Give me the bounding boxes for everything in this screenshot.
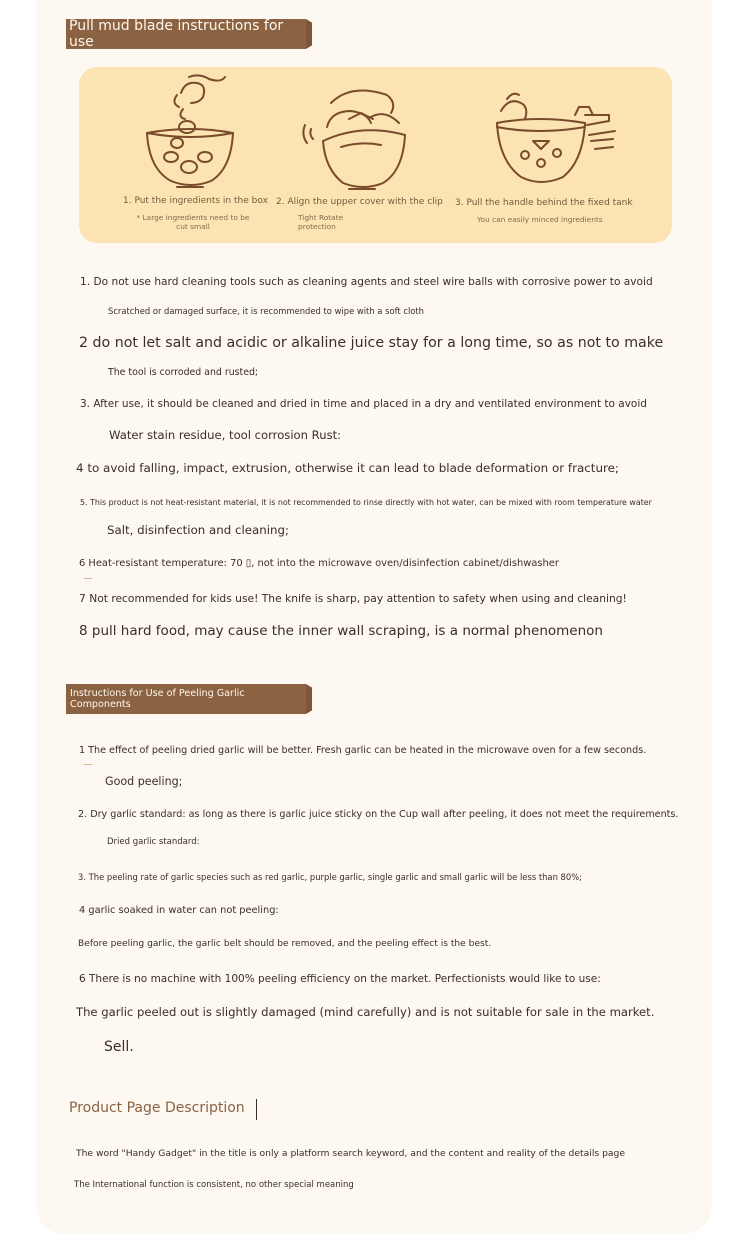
step3-illustration bbox=[489, 91, 621, 191]
mud-blade-item-2: 2 do not let salt and acidic or alkaline juice stay for a long time, so as not to make bbox=[79, 335, 664, 351]
step3-note: You can easily minced ingredients bbox=[477, 215, 603, 224]
garlic-item-5: Before peeling garlic, the garlic belt should be removed, and the peeling effect is the best. bbox=[78, 939, 492, 949]
step1-note: * Large ingredients need to be cut small bbox=[136, 213, 250, 231]
mud-blade-item-2-continued: The tool is corroded and rusted; bbox=[108, 367, 259, 378]
section-tag-label: Instructions for Use of Peeling Garlic Components bbox=[70, 688, 245, 710]
mud-blade-item-5: 5. This product is not heat-resistant material, it is not recommended to rinse directly with hot water, can be mixed with room temperature water bbox=[80, 498, 652, 507]
garlic-item-4: 4 garlic soaked in water can not peeling: bbox=[79, 905, 279, 916]
garlic-item-1: 1 The effect of peeling dried garlic will be better. Fresh garlic can be heated in the microwave oven for a few seconds. bbox=[79, 745, 647, 756]
mud-blade-item-7: 7 Not recommended for kids use! The knife is sharp, pay attention to safety when using and cleaning! bbox=[79, 592, 627, 605]
description-line-2: The International function is consistent, no other special meaning bbox=[74, 1180, 354, 1190]
garlic-item-1-continued: Good peeling; bbox=[105, 775, 183, 788]
garlic-item-6-end: Sell. bbox=[104, 1039, 134, 1055]
mud-blade-item-3: 3. After use, it should be cleaned and dried in time and placed in a dry and ventilated environment to avoid bbox=[80, 398, 647, 410]
garlic-item-2-continued: Dried garlic standard: bbox=[107, 837, 200, 847]
mud-blade-item-1: 1. Do not use hard cleaning tools such as cleaning agents and steel wire balls with corrosive power to avoid bbox=[80, 276, 653, 288]
garlic-item-6: 6 There is no machine with 100% peeling efficiency on the market. Perfectionists would like to use: bbox=[79, 973, 601, 985]
garlic-item-2: 2. Dry garlic standard: as long as there is garlic juice sticky on the Cup wall after peeling, it does not meet the requirements. bbox=[78, 809, 679, 820]
section-tag-peeling-garlic bbox=[66, 684, 306, 714]
step3-caption: 3. Pull the handle behind the fixed tank bbox=[455, 198, 633, 208]
mud-blade-item-8: 8 pull hard food, may cause the inner wall scraping, is a normal phenomenon bbox=[79, 623, 603, 639]
description-line-1: The word "Handy Gadget" in the title is only a platform search keyword, and the content and reality of the details page bbox=[76, 1148, 626, 1159]
mud-blade-item-3-continued: Water stain residue, tool corrosion Rust: bbox=[109, 428, 342, 442]
step1-caption: 1. Put the ingredients in the box bbox=[123, 196, 268, 206]
section-tag-mud-blade bbox=[66, 19, 306, 49]
garlic-item-3: 3. The peeling rate of garlic species such as red garlic, purple garlic, single garlic and small garlic will be less than 80%; bbox=[78, 872, 582, 882]
mud-blade-item-5-continued: Salt, disinfection and cleaning; bbox=[107, 523, 289, 537]
product-page-description-heading: Product Page Description bbox=[69, 1100, 245, 1116]
mud-blade-item-4: 4 to avoid falling, impact, extrusion, otherwise it can lead to blade deformation or fracture; bbox=[76, 461, 619, 475]
step2-caption: 2. Align the upper cover with the clip bbox=[276, 197, 443, 207]
heading-bar bbox=[256, 1099, 257, 1120]
mud-blade-item-6: 6 Heat-resistant temperature: 70 ▯, not into the microwave oven/disinfection cabinet/dishwasher bbox=[79, 558, 559, 569]
step2-note: Tight Rotate protection bbox=[298, 213, 344, 231]
mud-blade-item-1-continued: Scratched or damaged surface, it is recommended to wipe with a soft cloth bbox=[108, 306, 424, 316]
garlic-item-6-continued: The garlic peeled out is slightly damaged (mind carefully) and is not suitable for sale in the market. bbox=[76, 1005, 655, 1019]
steps-panel bbox=[79, 67, 672, 243]
section-tag-label: Pull mud blade instructions for use bbox=[69, 18, 284, 50]
step2-illustration bbox=[301, 83, 413, 195]
step1-illustration bbox=[141, 73, 241, 195]
divider-mark bbox=[84, 578, 92, 579]
divider-mark bbox=[84, 764, 92, 765]
